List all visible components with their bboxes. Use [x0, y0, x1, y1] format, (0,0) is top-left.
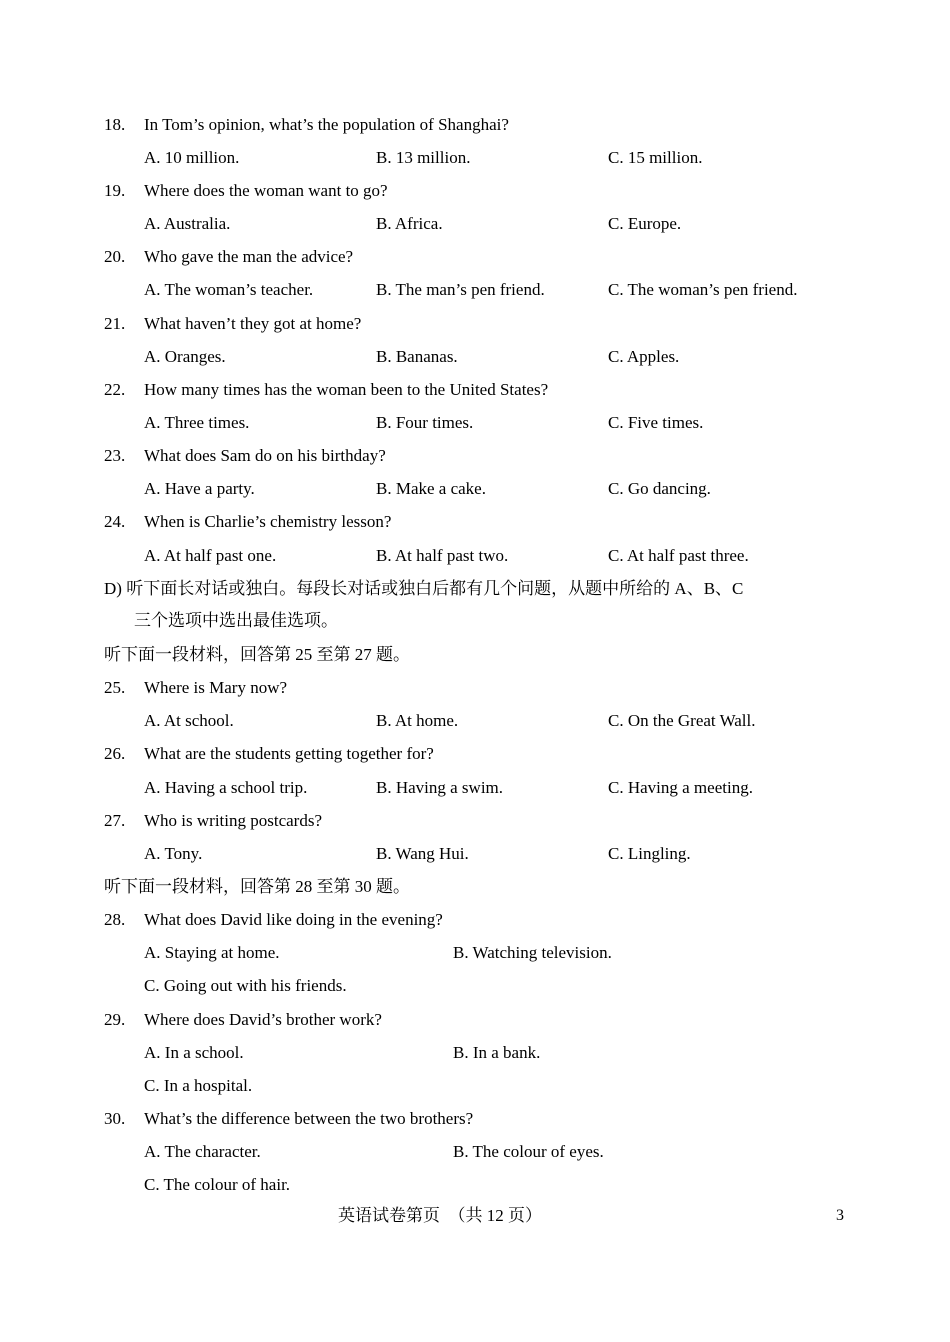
question-number: 18.: [104, 115, 126, 134]
question-number: 29.: [104, 1010, 126, 1029]
option-b: B. The man’s pen friend.: [376, 280, 545, 299]
question-text: Where does the woman want to go?: [144, 181, 388, 200]
option-a: A. At half past one.: [144, 546, 277, 565]
question-number: 27.: [104, 811, 126, 830]
option-c: C. Having a meeting.: [608, 778, 753, 797]
question-number: 21.: [104, 314, 126, 333]
question-text: Where does David’s brother work?: [144, 1010, 382, 1029]
question-text: What haven’t they got at home?: [144, 314, 362, 333]
question-text: What’s the difference between the two brothers?: [144, 1109, 474, 1128]
option-b: B. Africa.: [376, 214, 443, 233]
option-a: A. 10 million.: [144, 148, 240, 167]
option-a: A. The woman’s teacher.: [144, 280, 314, 299]
option-c: C. Going out with his friends.: [144, 976, 347, 995]
option-a: A. Oranges.: [144, 347, 226, 366]
option-a: A. Three times.: [144, 413, 250, 432]
question-number: 23.: [104, 446, 126, 465]
option-c: C. Five times.: [608, 413, 704, 432]
page-number: 3: [836, 1207, 844, 1224]
option-b: B. Bananas.: [376, 347, 458, 366]
option-b: B. Four times.: [376, 413, 474, 432]
question-text: Who is writing postcards?: [144, 811, 322, 830]
question-number: 28.: [104, 910, 126, 929]
option-a: A. In a school.: [144, 1043, 244, 1062]
question-number: 22.: [104, 380, 126, 399]
option-b: B. In a bank.: [453, 1043, 541, 1062]
option-b: B. At half past two.: [376, 546, 509, 565]
passage-2-text: 听下面一段材料，回答第 28 至第 30 题。: [104, 877, 410, 896]
option-a: A. The character.: [144, 1142, 261, 1161]
option-a: A. At school.: [144, 711, 234, 730]
passage-1-text: 听下面一段材料，回答第 25 至第 27 题。: [104, 645, 410, 664]
question-number: 20.: [104, 247, 126, 266]
question-text: Who gave the man the advice?: [144, 247, 354, 266]
option-a: A. Australia.: [144, 214, 231, 233]
question-number: 25.: [104, 678, 126, 697]
option-b: B. Make a cake.: [376, 479, 486, 498]
section-d-line-2: 三个选项中选出最佳选项。: [134, 611, 338, 630]
option-b: B. Having a swim.: [376, 778, 504, 797]
option-c: C. 15 million.: [608, 148, 703, 167]
option-c: C. At half past three.: [608, 546, 749, 565]
option-a: A. Having a school trip.: [144, 778, 308, 797]
question-text: What does Sam do on his birthday?: [144, 446, 386, 465]
question-text: How many times has the woman been to the United States?: [144, 380, 549, 399]
question-text: In Tom’s opinion, what’s the population of Shanghai?: [144, 115, 509, 134]
option-c: C. On the Great Wall.: [608, 711, 756, 730]
option-a: A. Tony.: [144, 844, 203, 863]
option-b: B. Watching television.: [453, 943, 612, 962]
option-a: A. Staying at home.: [144, 943, 280, 962]
question-number: 30.: [104, 1109, 126, 1128]
question-text: What are the students getting together for?: [144, 744, 434, 763]
option-b: B. The colour of eyes.: [453, 1142, 604, 1161]
option-c: C. Lingling.: [608, 844, 691, 863]
option-c: C. The woman’s pen friend.: [608, 280, 798, 299]
question-number: 19.: [104, 181, 126, 200]
option-b: B. Wang Hui.: [376, 844, 469, 863]
option-b: B. 13 million.: [376, 148, 471, 167]
option-c: C. Apples.: [608, 347, 680, 366]
section-d-line-1: D) 听下面长对话或独白。每段长对话或独白后都有几个问题，从题中所给的 A、B、C: [104, 579, 744, 598]
question-number: 26.: [104, 744, 126, 763]
option-c: C. The colour of hair.: [144, 1175, 291, 1194]
question-text: Where is Mary now?: [144, 678, 288, 697]
option-a: A. Have a party.: [144, 479, 255, 498]
option-c: C. In a hospital.: [144, 1076, 253, 1095]
question-text: What does David like doing in the evening?: [144, 910, 443, 929]
footer-text: 英语试卷第页 （共 12 页）: [338, 1206, 542, 1225]
option-b: B. At home.: [376, 711, 459, 730]
option-c: C. Europe.: [608, 214, 682, 233]
question-number: 24.: [104, 512, 126, 531]
option-c: C. Go dancing.: [608, 479, 711, 498]
question-text: When is Charlie’s chemistry lesson?: [144, 512, 392, 531]
